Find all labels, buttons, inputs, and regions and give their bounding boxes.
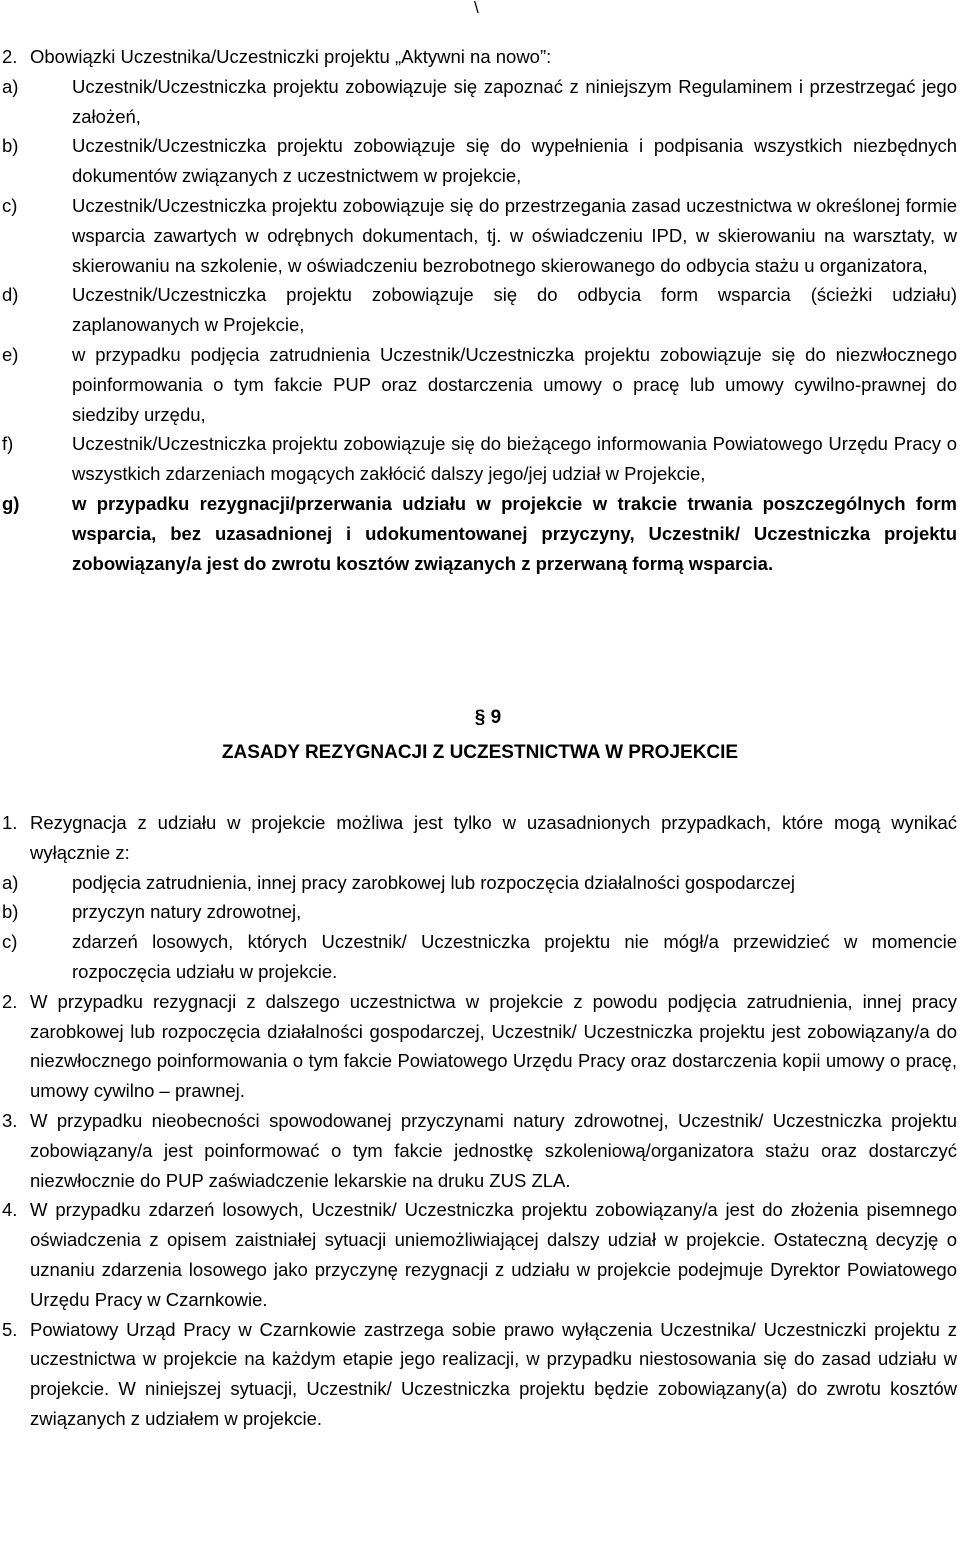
rule-number: 4.: [2, 1199, 18, 1221]
rule-sub-list: [2, 868, 957, 987]
rule-item: [0, 987, 957, 1106]
rule-item: [0, 1106, 957, 1195]
item-letter: f): [2, 433, 14, 455]
item-letter: a): [2, 871, 19, 893]
item-letter: c): [2, 194, 18, 216]
item-letter: c): [2, 931, 18, 953]
item-text: Uczestnik/Uczestniczka projektu zobowiązuje się do bieżącego informowania Powiatowego Urzędu Pracy o wszystkich zdarzeniach mogących zakłócić dalszy jego/jej udział w Projekcie,: [72, 433, 957, 485]
obligations-intro: Obowiązki Uczestnika/Uczestniczki projektu „Aktywni na nowo”:: [30, 46, 552, 67]
item-letter: d): [2, 284, 19, 306]
rule-item: [0, 1195, 957, 1314]
item-letter: a): [2, 75, 19, 97]
section-title: ZASADY REZYGNACJI Z UCZESTNICTWA W PROJEKCIE: [221, 742, 739, 763]
section-number-value: 9: [490, 707, 502, 728]
item-text: w przypadku rezygnacji/przerwania udziału w projekcie w trakcie trwania poszczególnych form wsparcia, bez uzasadnionej i udokumentowanej przyczyny, Uczestnik/ Uczestniczka projektu zobowiązany/a jest do zwrotu kosztów związanych z przerwaną formą wsparcia.: [72, 492, 957, 574]
rule-number: 3.: [2, 1109, 18, 1131]
list-item: [2, 927, 957, 987]
rule-item: [0, 1315, 957, 1434]
list-item: [0, 131, 957, 191]
obligations-section: [0, 42, 957, 578]
item-text: przyczyn natury zdrowotnej,: [72, 901, 302, 923]
rule-text: Rezygnacja z udziału w projekcie możliwa jest tylko w uzasadnionych przypadkach, które mogą wynikać wyłącznie z:: [30, 812, 957, 863]
rule-text: W przypadku nieobecności spowodowanej przyczynami natury zdrowotnej, Uczestnik/ Uczestniczka projektu zobowiązany/a jest poinformować o tym fakcie jednostkę szkoleniową/organizatora stażu oraz dostarczyć niezwłocznie do PUP zaświadczenie lekarskie na druku ZUS ZLA.: [30, 1109, 957, 1191]
list-item: [0, 191, 957, 280]
item-text: Uczestnik/Uczestniczka projektu zobowiązuje się do przestrzegania zasad uczestnictwa w określonej formie wsparcia zawartych w odrębnych dokumentach, tj. w oświadczeniu IPD, w skierowaniu na warsztaty, w skierowaniu na szkolenie, w oświadczeniu bezrobotnego skierowanego do odbycia stażu u organizatora,: [72, 194, 957, 276]
item-text: Uczestnik/Uczestniczka projektu zobowiązuje się do wypełnienia i podpisania wszystkich niezbędnych dokumentów związanych z uczestnictwem w projekcie,: [72, 135, 957, 187]
rule-number: 5.: [2, 1318, 18, 1340]
rule-number: 2.: [2, 990, 18, 1012]
obligations-list: [0, 72, 957, 579]
item-letter: b): [2, 135, 19, 157]
rule-text: W przypadku rezygnacji z dalszego uczestnictwa w projekcie z powodu podjęcia zatrudnienia, innej pracy zarobkowej lub rozpoczęcia działalności gospodarczej, Uczestnik/ Uczestniczka projektu jest zobowiązany/a do niezwłocznego poinformowania o tym fakcie Powiatowego Urzędu Pracy oraz dostarczenia kopii umowy o pracę, umowy cywilno – prawnej.: [30, 990, 957, 1102]
item-text: zdarzeń losowych, których Uczestnik/ Uczestniczka projektu nie mógł/a przewidzieć w momencie rozpoczęcia udziału w projekcie.: [72, 931, 957, 982]
list-item-bold: [0, 489, 957, 578]
point-number: 2.: [2, 46, 18, 67]
list-item: [2, 868, 957, 898]
item-letter: e): [2, 343, 19, 365]
resignation-rules: [0, 808, 957, 1434]
header-mark: \: [474, 0, 479, 17]
item-text: Uczestnik/Uczestniczka projektu zobowiązuje się do odbycia form wsparcia (ścieżki udziału) zaplanowanych w Projekcie,: [72, 284, 957, 336]
item-letter: g): [2, 492, 20, 514]
list-item: [2, 897, 957, 927]
list-item: [0, 72, 957, 132]
rule-item: [0, 808, 957, 987]
section-sign-glyph: §: [474, 707, 486, 728]
item-text: w przypadku podjęcia zatrudnienia Uczestnik/Uczestniczka projektu zobowiązuje się do niezwłocznego poinformowania o tym fakcie PUP oraz dostarczenia umowy o pracę lub umowy cywilno-prawnej do siedziby urzędu,: [72, 343, 957, 425]
list-item: [0, 429, 957, 489]
obligations-heading: [0, 42, 957, 72]
item-letter: b): [2, 901, 19, 923]
item-text: podjęcia zatrudnienia, innej pracy zarobkowej lub rozpoczęcia działalności gospodarczej: [72, 871, 795, 893]
rule-number: 1.: [2, 812, 18, 833]
list-item: [0, 340, 957, 429]
list-item: [0, 280, 957, 340]
section-number: [0, 703, 960, 733]
item-text: Uczestnik/Uczestniczka projektu zobowiązuje się zapoznać z niniejszym Regulaminem i przestrzegać jego założeń,: [72, 75, 957, 127]
rule-text: Powiatowy Urząd Pracy w Czarnkowie zastrzega sobie prawo wyłączenia Uczestnika/ Uczestniczki projektu z uczestnictwa w projekcie na każdym etapie jego realizacji, w przypadku niestosowania się do zasad udziału w projekcie. W niniejszej sytuacji, Uczestnik/ Uczestniczka projektu będzie zobowiązany(a) do zwrotu kosztów związanych z udziałem w projekcie.: [30, 1318, 957, 1429]
rule-text: W przypadku zdarzeń losowych, Uczestnik/ Uczestniczka projektu zobowiązany/a jest do złożenia pisemnego oświadczenia z opisem zaistniałej sytuacji uniemożliwiającej dalszy udział w projekcie. Ostateczną decyzję o uznaniu zdarzenia losowego jako przyczynę rezygnacji z udziału w projekcie podejmuje Dyrektor Powiatowego Urzędu Pracy w Czarnkowie.: [30, 1199, 957, 1310]
